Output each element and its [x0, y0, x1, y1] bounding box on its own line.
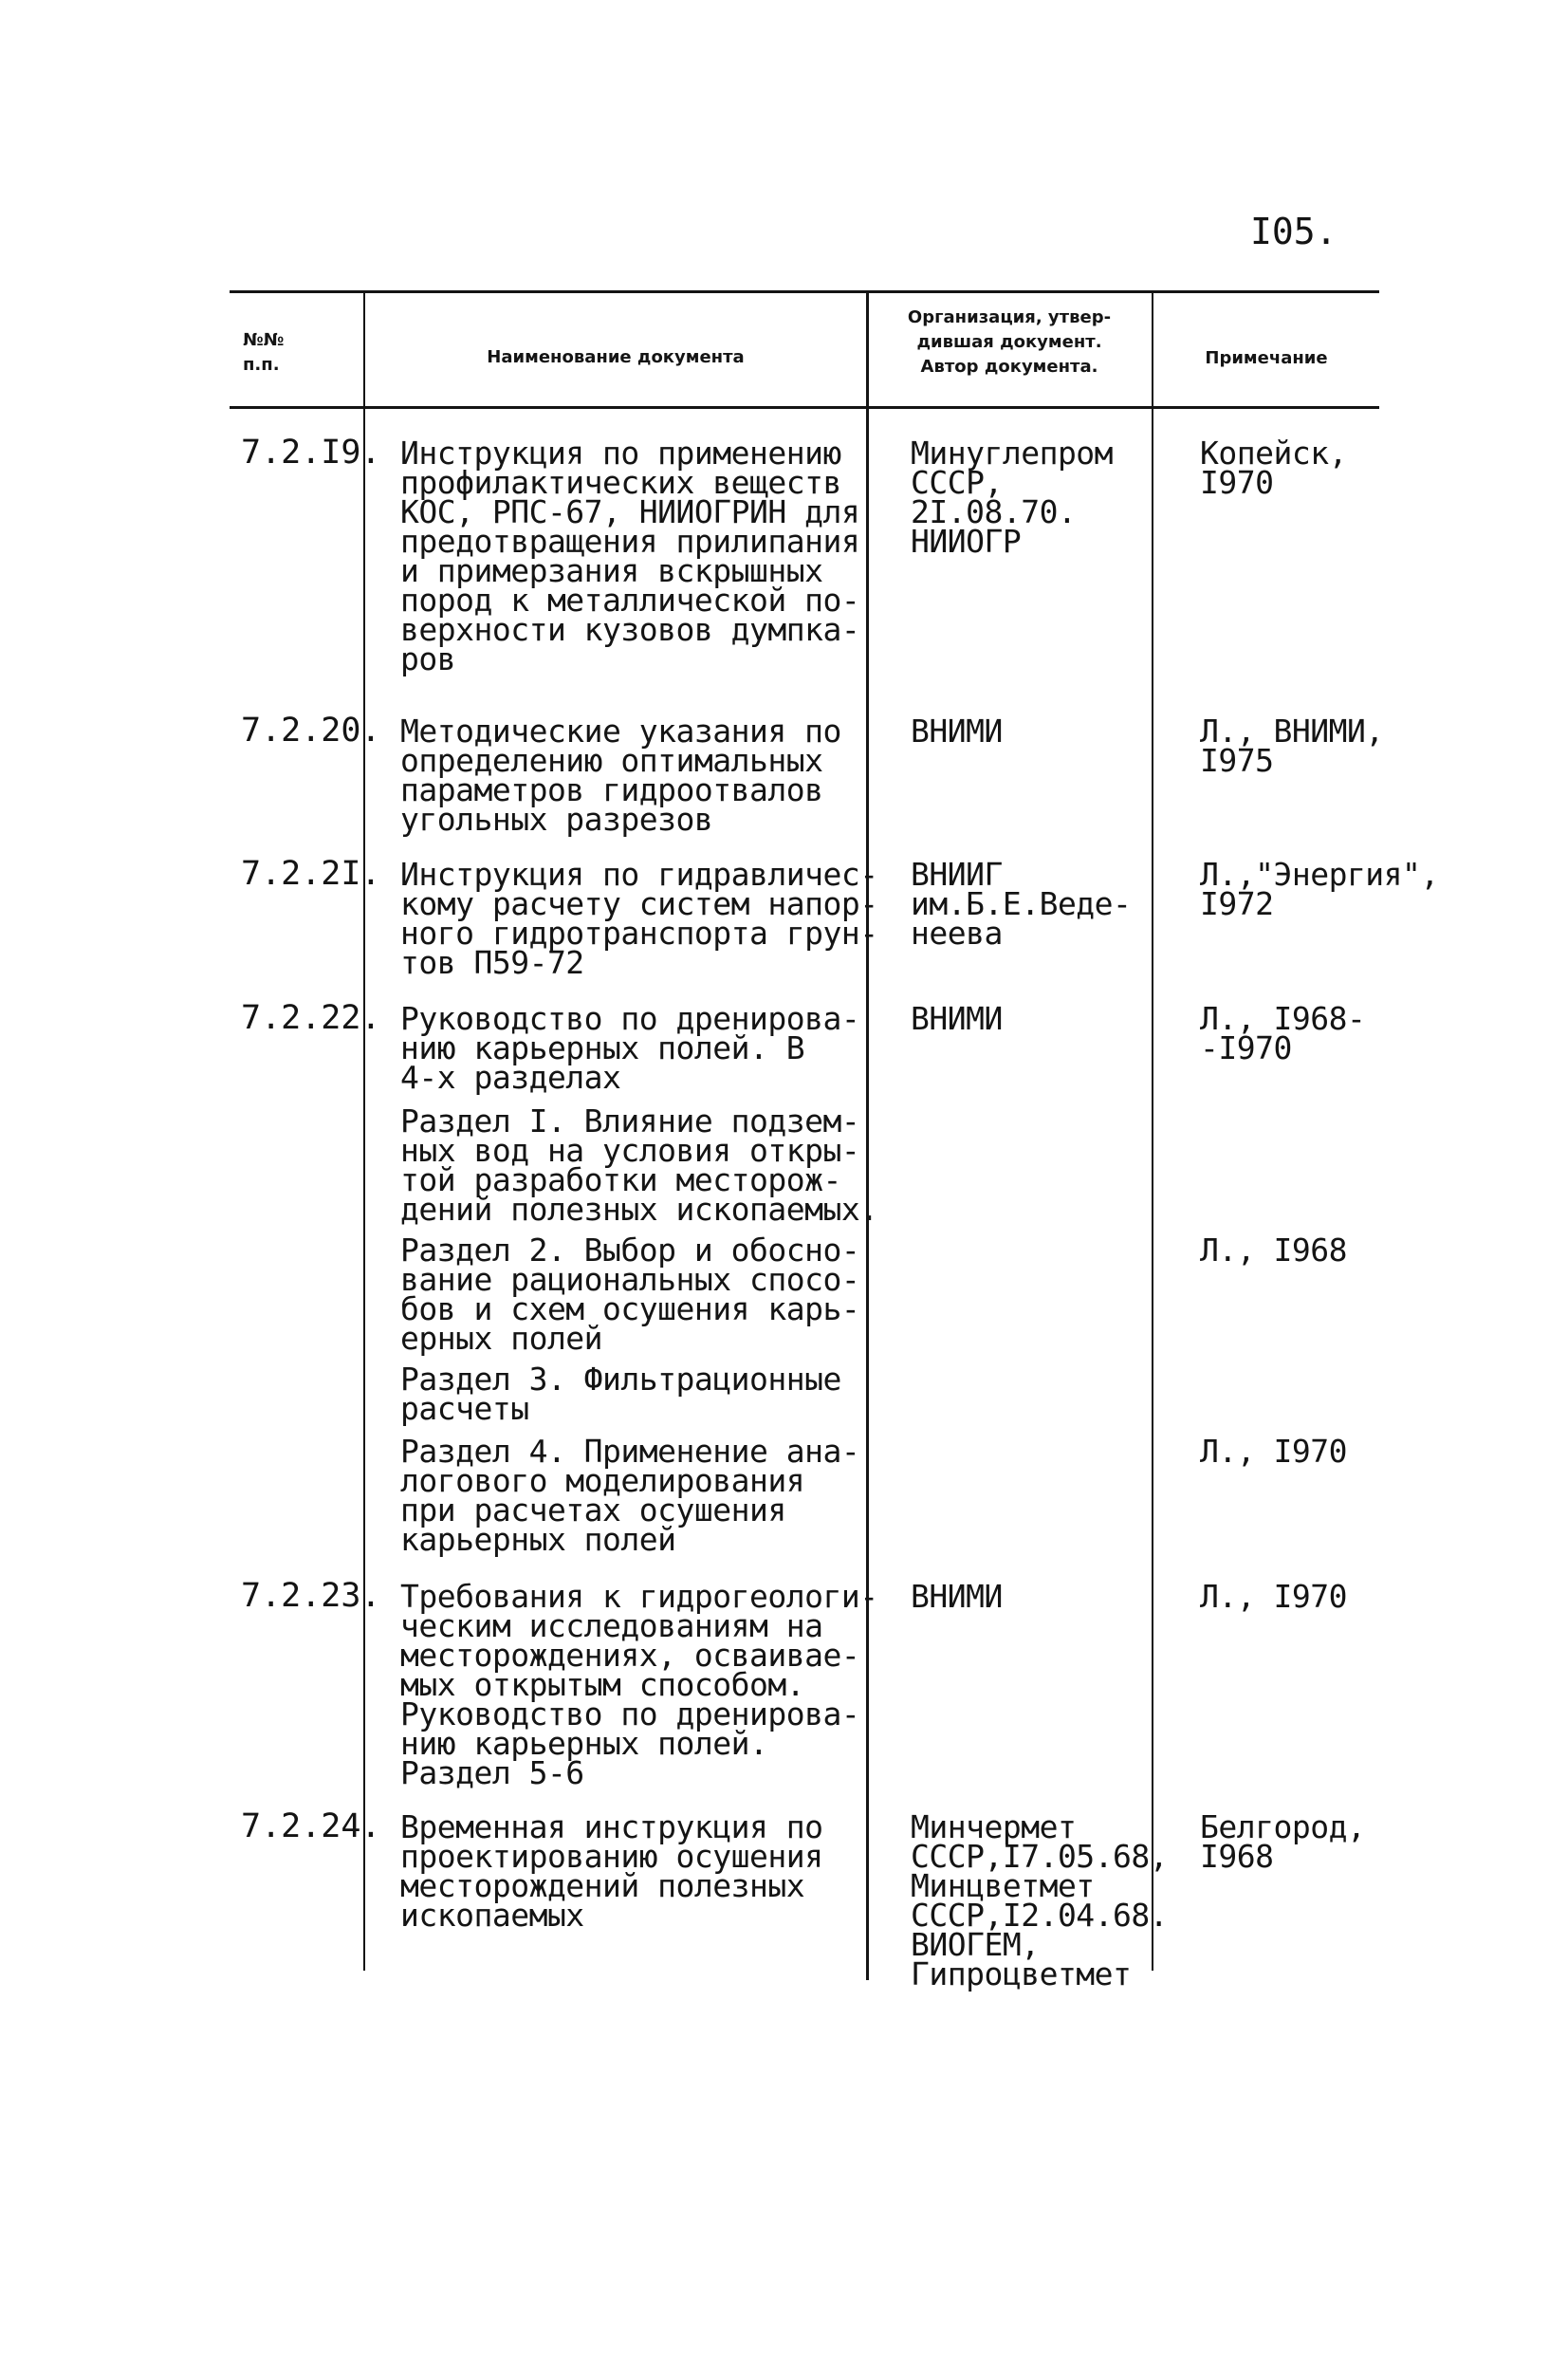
table-row-note: Л., I968- -I970 — [1200, 1000, 1366, 1066]
table-row-org: Минчермет СССР,I7.05.68, Минцветмет СССР,I2.04.68. ВИОГЕМ, Гипроцветмет — [911, 1808, 1169, 1992]
table-row-note: Копейск, I970 — [1200, 435, 1347, 501]
table-row-org: ВНИМИ — [911, 713, 1003, 750]
table-row-name: Требования к гидрогеологи- ческим исследованиям на месторождениях, осваивае- мых открытым способом. Руководство по дренирова- нию карьерных полей. Раздел 5-6 — [400, 1578, 878, 1791]
table-row-org: ВНИМИ — [911, 1578, 1003, 1615]
table-header-rule — [230, 406, 1379, 409]
page-number: I05. — [1250, 211, 1337, 252]
table-top-rule — [230, 290, 1379, 293]
header-name: Наименование документа — [487, 347, 745, 367]
table-row-name: Раздел 2. Выбор и обосно- вание рациональных спосо- бов и схем осушения карь- ерных полей — [400, 1232, 860, 1357]
table-row-name: Методические указания по определению оптимальных параметров гидроотвалов угольных разрезов — [400, 713, 841, 838]
table-row-name: Раздел I. Влияние подзем- ных вод на условия откры- той разработки месторож- дений полезных ископаемых. — [400, 1102, 878, 1228]
table-row-num: 7.2.23. — [241, 1577, 381, 1615]
column-divider-1 — [363, 291, 365, 1971]
table-row-note: Л., I970 — [1200, 1578, 1347, 1615]
table-row-name: Раздел 3. Фильтрационные расчеты — [400, 1361, 841, 1427]
table-row-num: 7.2.20. — [241, 712, 381, 750]
table-row-num: 7.2.22. — [241, 999, 381, 1037]
table-row-name: Временная инструкция по проектированию осушения месторождений полезных ископаемых — [400, 1808, 823, 1934]
table-row-note: Белгород, I968 — [1200, 1808, 1366, 1875]
table-row-name: Раздел 4. Применение ана- логового моделирования при расчетах осушения карьерных полей — [400, 1433, 860, 1558]
table-row-name: Руководство по дренирова- нию карьерных полей. В 4-х разделах — [400, 1000, 860, 1096]
table-row-num: 7.2.2I. — [241, 855, 381, 893]
table-row-org: ВНИМИ — [911, 1000, 1003, 1037]
table-row-note: Л., ВНИМИ, I975 — [1200, 713, 1384, 779]
table-row-note: Л.,"Энергия", I972 — [1200, 856, 1439, 922]
table-row-note: Л., I970 — [1200, 1433, 1347, 1470]
table-row-name: Инструкция по гидравличес- кому расчету систем напор- ного гидротранспорта грун- тов П59-72 — [400, 856, 878, 981]
header-org: Организация, утвер- дившая документ. Автор документа. — [907, 307, 1112, 377]
table-row-note: Л., I968 — [1200, 1232, 1347, 1269]
header-note: Примечание — [1205, 348, 1328, 368]
table-row-name: Инструкция по применению профилактических веществ КОС, РПС-67, НИИОГРИН для предотвращения прилипания и примерзания вскрышных пород к металлической по- верхности кузовов думпка- ров — [400, 435, 860, 677]
table-row-org: Минуглепром СССР, 2I.08.70. НИИОГР — [911, 435, 1114, 560]
table-row-num: 7.2.I9. — [241, 434, 381, 472]
header-num: №№ п.п. — [243, 330, 285, 375]
column-divider-3 — [1152, 291, 1153, 1971]
table-row-org: ВНИИГ им.Б.Е.Веде- неева — [911, 856, 1132, 952]
table-row-num: 7.2.24. — [241, 1807, 381, 1845]
